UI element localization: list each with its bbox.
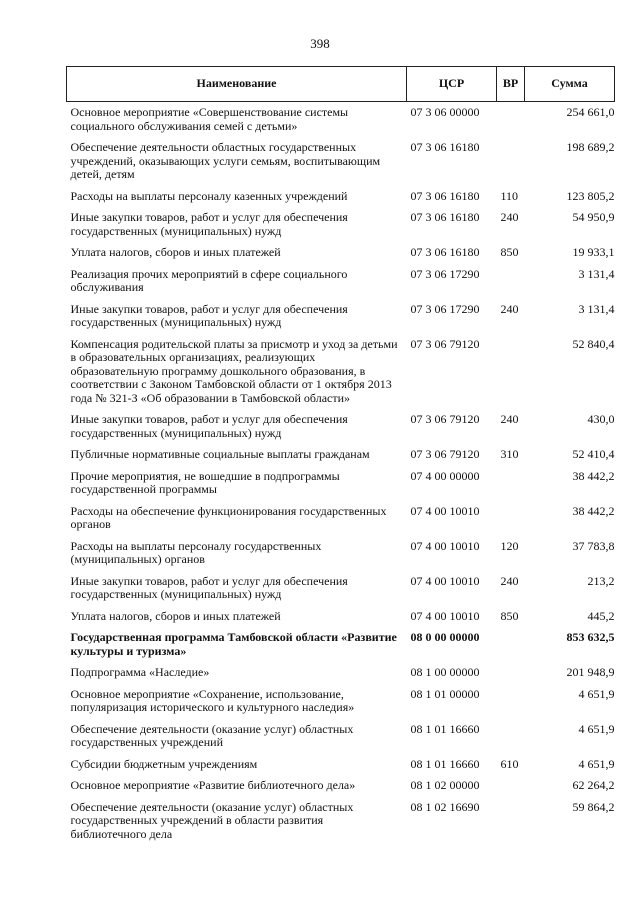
table-row bbox=[67, 300, 615, 335]
table-row bbox=[67, 628, 615, 663]
header-name: Наименование bbox=[67, 67, 407, 102]
header-vr: ВР bbox=[497, 67, 525, 102]
cell-sum: 198 689,2 bbox=[566, 140, 615, 154]
cell-csr: 07 3 06 16180 bbox=[410, 245, 480, 259]
cell-sum: 37 783,8 bbox=[572, 538, 615, 553]
cell-name: Реализация прочих мероприятий в сфере социального обслуживания bbox=[70, 266, 348, 294]
cell-sum: 254 661,0 bbox=[566, 105, 615, 119]
cell-vr bbox=[497, 685, 525, 720]
cell-sum: 213,2 bbox=[587, 573, 615, 588]
cell-csr: 07 4 00 10010 bbox=[410, 538, 480, 553]
cell-vr: 120 bbox=[500, 538, 519, 553]
cell-sum: 52 840,4 bbox=[572, 336, 615, 351]
table-row bbox=[67, 537, 615, 572]
cell-sum: 4 651,9 bbox=[578, 721, 615, 736]
table-row bbox=[67, 663, 615, 685]
cell-vr: 610 bbox=[500, 756, 519, 771]
table-row bbox=[67, 208, 615, 243]
page-number: 398 bbox=[310, 36, 330, 51]
table-row bbox=[67, 335, 615, 411]
cell-sum: 62 264,2 bbox=[572, 778, 615, 792]
cell-name: Обеспечение деятельности областных государственных учреждений, оказывающих услуги семьям, воспитывающим детей, детям bbox=[70, 140, 381, 181]
cell-vr bbox=[497, 138, 525, 187]
cell-sum: 38 442,2 bbox=[572, 468, 615, 483]
table-row bbox=[67, 265, 615, 300]
cell-vr bbox=[497, 502, 525, 537]
cell-sum: 123 805,2 bbox=[566, 188, 615, 203]
cell-sum: 3 131,4 bbox=[578, 301, 615, 316]
cell-vr bbox=[497, 628, 525, 663]
table-row bbox=[67, 243, 615, 265]
cell-name: Основное мероприятие «Развитие библиотечного дела» bbox=[70, 778, 356, 792]
cell-sum: 52 410,4 bbox=[572, 447, 615, 461]
cell-vr bbox=[497, 663, 525, 685]
cell-csr: 07 3 06 16180 bbox=[410, 140, 480, 154]
cell-vr bbox=[497, 798, 525, 847]
cell-name: Обеспечение деятельности (оказание услуг) областных государственных учреждений bbox=[70, 721, 354, 749]
cell-name: Обеспечение деятельности (оказание услуг) областных государственных учреждений в области развития библиотечного дела bbox=[70, 799, 354, 841]
cell-sum: 201 948,9 bbox=[566, 665, 615, 679]
cell-vr: 850 bbox=[500, 608, 519, 623]
cell-name: Компенсация родительской платы за присмотр и уход за детьми в образовательных организациях, реализующих образовательную программу дошкольного образования, в соответствии с Законом Тамбовской области от 1 октября 2013 года № 321-З «Об образовании в Тамбовской области» bbox=[70, 336, 398, 405]
cell-name: Основное мероприятие «Совершенствование системы социального обслуживания семей с детьми» bbox=[70, 105, 349, 133]
table-row bbox=[67, 607, 615, 629]
cell-sum: 853 632,5 bbox=[566, 630, 615, 644]
cell-csr: 07 3 06 16180 bbox=[410, 210, 480, 224]
cell-vr bbox=[497, 102, 525, 139]
cell-vr: 310 bbox=[500, 447, 519, 461]
cell-name: Уплата налогов, сборов и иных платежей bbox=[70, 608, 281, 623]
cell-name: Иные закупки товаров, работ и услуг для обеспечения государственных (муниципальных) нужд bbox=[70, 412, 348, 440]
cell-vr: 110 bbox=[500, 188, 519, 203]
cell-vr bbox=[497, 776, 525, 798]
cell-name: Прочие мероприятия, не вошедшие в подпрограммы государственной программы bbox=[70, 468, 340, 496]
table-header-row bbox=[67, 67, 615, 102]
cell-name: Расходы на выплаты персоналу казенных учреждений bbox=[70, 188, 348, 203]
table-row bbox=[67, 572, 615, 607]
table-row bbox=[67, 502, 615, 537]
cell-vr bbox=[497, 335, 525, 411]
cell-csr: 08 0 00 00000 bbox=[410, 630, 480, 644]
table-row bbox=[67, 798, 615, 847]
cell-sum: 3 131,4 bbox=[578, 266, 615, 281]
cell-csr: 08 1 01 16660 bbox=[410, 721, 480, 736]
cell-csr: 07 3 06 17290 bbox=[410, 301, 480, 316]
header-sum: Сумма bbox=[525, 67, 615, 102]
cell-name: Публичные нормативные социальные выплаты гражданам bbox=[70, 447, 370, 461]
cell-vr: 240 bbox=[500, 210, 519, 224]
cell-csr: 07 4 00 10010 bbox=[410, 573, 480, 588]
cell-name: Расходы на выплаты персоналу государственных (муниципальных) органов bbox=[70, 538, 322, 566]
cell-csr: 08 1 02 16690 bbox=[410, 799, 480, 814]
cell-name: Иные закупки товаров, работ и услуг для обеспечения государственных (муниципальных) нужд bbox=[70, 210, 348, 238]
cell-name: Государственная программа Тамбовской области «Развитие культуры и туризма» bbox=[70, 630, 397, 658]
cell-sum: 4 651,9 bbox=[578, 756, 615, 771]
table-row bbox=[67, 720, 615, 755]
cell-vr: 240 bbox=[500, 301, 519, 316]
cell-csr: 07 3 06 79120 bbox=[410, 447, 480, 461]
cell-sum: 445,2 bbox=[587, 608, 615, 623]
cell-csr: 07 4 00 00000 bbox=[410, 468, 480, 483]
cell-sum: 430,0 bbox=[587, 412, 615, 426]
cell-sum: 59 864,2 bbox=[572, 799, 615, 814]
cell-name: Расходы на обеспечение функционирования государственных органов bbox=[70, 503, 387, 531]
table-body bbox=[67, 102, 615, 847]
cell-csr: 07 4 00 10010 bbox=[410, 503, 480, 518]
cell-name: Иные закупки товаров, работ и услуг для обеспечения государственных (муниципальных) нужд bbox=[70, 573, 348, 601]
cell-csr: 07 3 06 16180 bbox=[410, 188, 480, 203]
cell-name: Субсидии бюджетным учреждениям bbox=[70, 756, 258, 771]
table-row bbox=[67, 467, 615, 502]
cell-name: Основное мероприятие «Сохранение, использование, популяризация исторического и культурного наследия» bbox=[70, 686, 355, 714]
cell-sum: 19 933,1 bbox=[572, 245, 615, 259]
cell-csr: 07 3 06 17290 bbox=[410, 266, 480, 281]
cell-name: Иные закупки товаров, работ и услуг для обеспечения государственных (муниципальных) нужд bbox=[70, 301, 348, 329]
cell-csr: 08 1 02 00000 bbox=[410, 778, 480, 792]
cell-csr: 07 4 00 10010 bbox=[410, 608, 480, 623]
cell-name: Подпрограмма «Наследие» bbox=[70, 665, 210, 679]
cell-csr: 08 1 01 16660 bbox=[410, 756, 480, 771]
cell-sum: 54 950,9 bbox=[572, 210, 615, 224]
table-row bbox=[67, 755, 615, 777]
cell-csr: 08 1 01 00000 bbox=[410, 686, 480, 701]
cell-csr: 07 3 06 00000 bbox=[410, 105, 480, 119]
cell-csr: 07 3 06 79120 bbox=[410, 336, 480, 351]
table-row bbox=[67, 445, 615, 467]
cell-vr: 850 bbox=[500, 245, 519, 259]
budget-table bbox=[66, 66, 615, 846]
cell-csr: 07 3 06 79120 bbox=[410, 412, 480, 426]
table-row bbox=[67, 410, 615, 445]
cell-vr: 240 bbox=[500, 412, 519, 426]
table-row bbox=[67, 138, 615, 187]
cell-csr: 08 1 00 00000 bbox=[410, 665, 480, 679]
table-row bbox=[67, 102, 615, 139]
cell-vr bbox=[497, 467, 525, 502]
cell-sum: 38 442,2 bbox=[572, 503, 615, 518]
cell-sum: 4 651,9 bbox=[578, 686, 615, 701]
cell-vr bbox=[497, 720, 525, 755]
table-row bbox=[67, 685, 615, 720]
table-row bbox=[67, 187, 615, 209]
cell-name: Уплата налогов, сборов и иных платежей bbox=[70, 245, 281, 259]
cell-vr: 240 bbox=[500, 573, 519, 588]
header-csr: ЦСР bbox=[407, 67, 497, 102]
table-row bbox=[67, 776, 615, 798]
cell-vr bbox=[497, 265, 525, 300]
